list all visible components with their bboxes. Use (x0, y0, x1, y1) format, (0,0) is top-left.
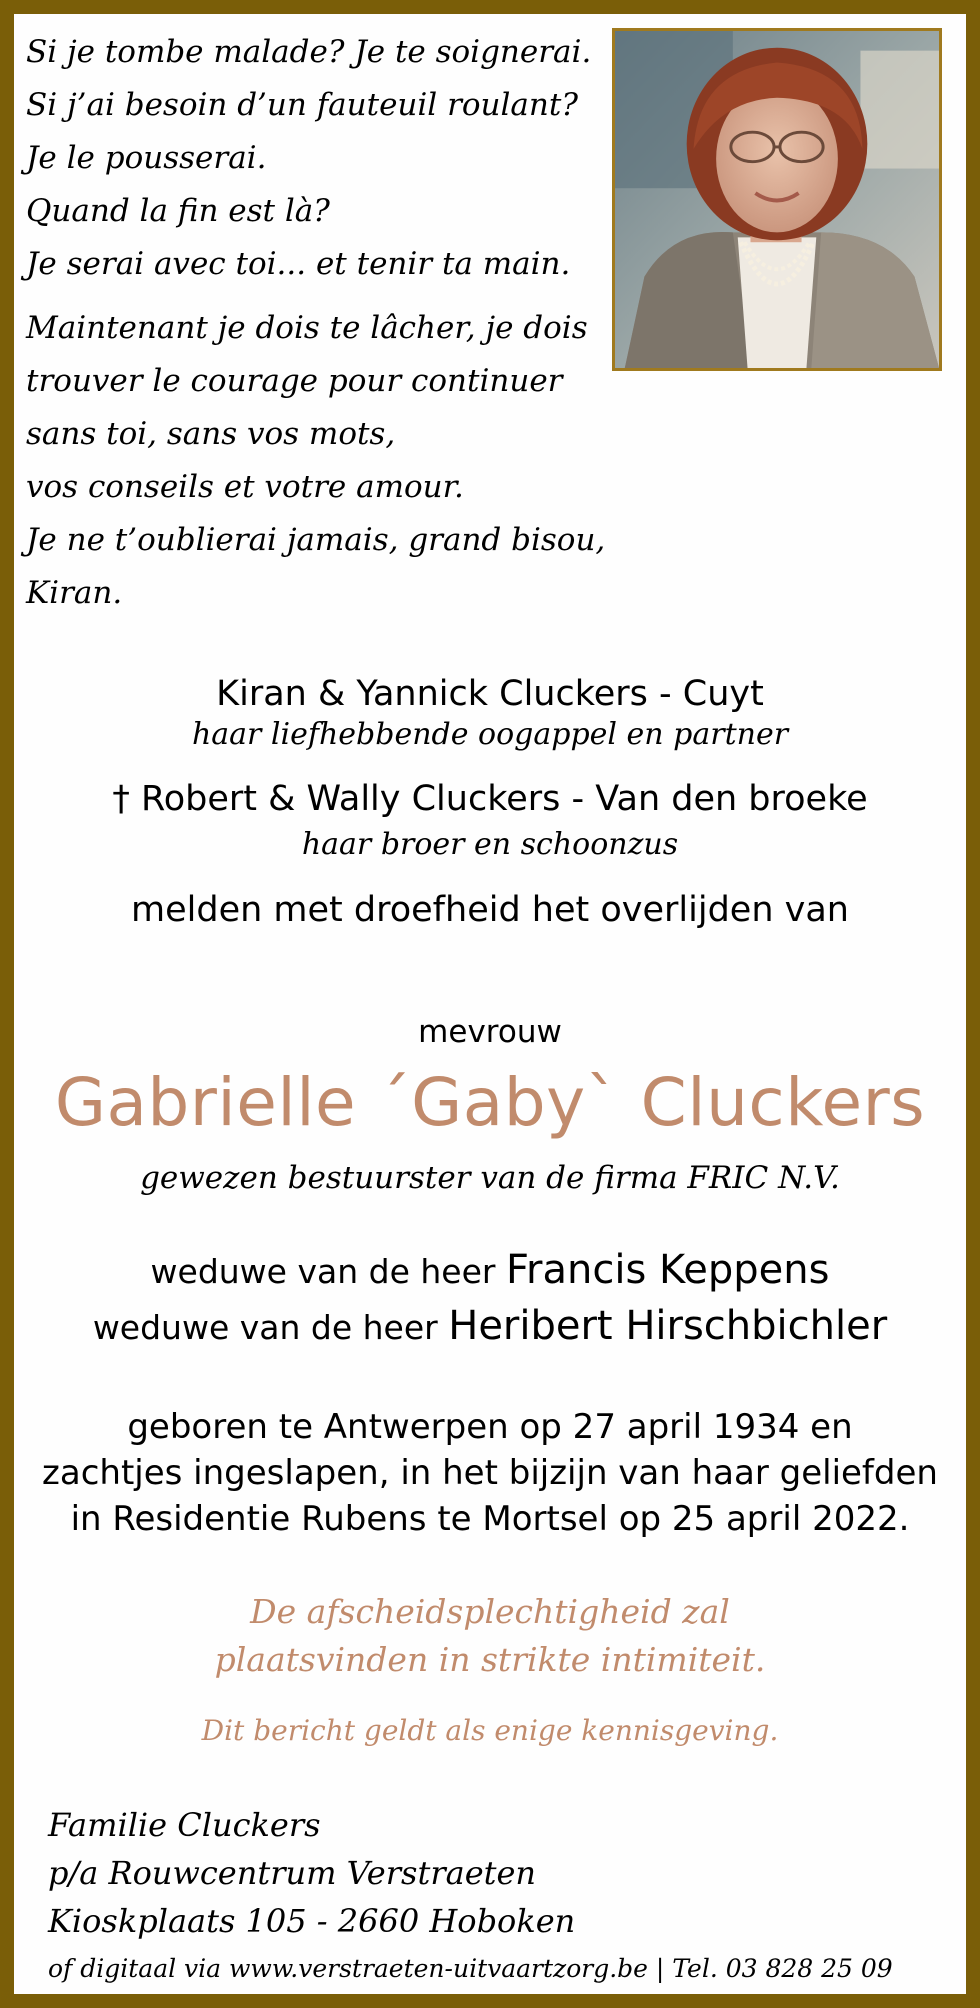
portrait-illustration (615, 31, 939, 368)
poem-stanza-1 (26, 26, 626, 291)
occupation: gewezen bestuurster van de firma FRIC N.V. (140, 1160, 840, 1196)
contact-family: Familie Cluckers (48, 1806, 321, 1844)
family-role-2: haar broer en schoonzus (301, 827, 679, 862)
ceremony-info (14, 1588, 966, 1684)
portrait-photo (612, 28, 942, 371)
birth-death-line: in Residentie Rubens te Mortsel op 25 april 2022. (70, 1499, 910, 1539)
title-prefix: mevrouw (418, 1014, 562, 1050)
poem (26, 26, 626, 620)
birth-death-line: geboren te Antwerpen op 27 april 1934 en (127, 1407, 853, 1447)
widow-line-1 (14, 1247, 966, 1293)
spouse-name: Francis Keppens (505, 1247, 830, 1293)
contact-web-phone: of digitaal via www.verstraeten-uitvaartzorg.be | Tel. 03 828 25 09 (48, 1954, 893, 1983)
poem-line: vos conseils et votre amour. (26, 469, 464, 505)
poem-line: Si je tombe malade? Je te soignerai. (26, 34, 592, 70)
poem-line: Si j’ai besoin d’un fauteuil roulant? (26, 87, 578, 123)
poem-line: Je le pousserai. (26, 140, 267, 176)
poem-line: sans toi, sans vos mots, (26, 416, 396, 452)
family-names-2: † Robert & Wally Cluckers - Van den broeke (112, 779, 868, 819)
spouse-name: Heribert Hirschbichler (448, 1303, 888, 1349)
poem-line: trouver le courage pour continuer (26, 363, 563, 399)
widow-prefix: weduwe van de heer (92, 1308, 438, 1347)
poem-line: Je serai avec toi... et tenir ta main. (26, 246, 571, 282)
poem-line: Quand la fin est là? (26, 193, 330, 229)
ceremony-line: De afscheidsplechtigheid zal (250, 1592, 730, 1631)
ceremony-line: plaatsvinden in strikte intimiteit. (214, 1640, 766, 1679)
widow-line-2 (14, 1303, 966, 1349)
contact-funeral-home: p/a Rouwcentrum Verstraeten (48, 1854, 537, 1892)
poem-stanza-2 (26, 302, 626, 620)
family-names-1: Kiran & Yannick Cluckers - Cuyt (216, 674, 764, 714)
birth-death-info (14, 1404, 966, 1542)
poem-line: Je ne t’oublierai jamais, grand bisou, Kiran. (26, 522, 606, 611)
birth-death-line: zachtjes ingeslapen, in het bijzijn van haar geliefden (42, 1453, 938, 1493)
family-role-1: haar liefhebbende oogappel en partner (191, 717, 789, 752)
widow-prefix: weduwe van de heer (150, 1252, 496, 1291)
announcement-text: melden met droefheid het overlijden van (131, 890, 849, 930)
notice-text: Dit bericht geldt als enige kennisgeving. (201, 1714, 779, 1747)
contact-block (48, 1801, 893, 1993)
deceased-name: Gabrielle ´Gaby` Cluckers (54, 1064, 926, 1141)
contact-address: Kioskplaats 105 - 2660 Hoboken (48, 1902, 576, 1940)
poem-line: Maintenant je dois te lâcher, je dois (26, 310, 588, 346)
